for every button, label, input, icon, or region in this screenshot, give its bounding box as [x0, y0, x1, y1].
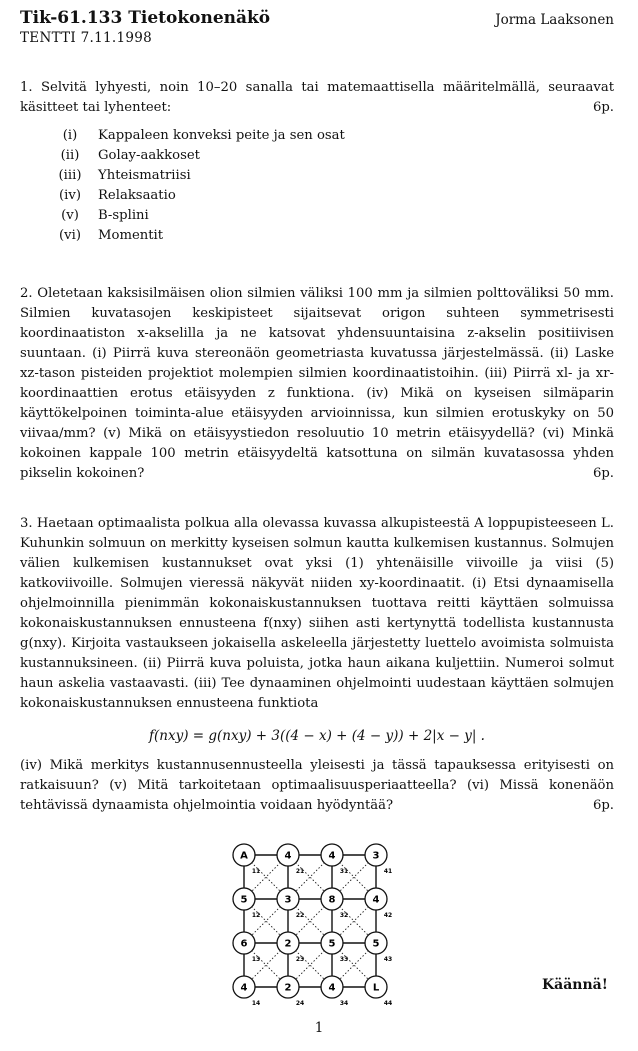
- node-coordinate: 13: [251, 956, 261, 963]
- node-coordinate: 41: [383, 868, 393, 875]
- term-number: (iii): [58, 168, 82, 183]
- page-number: 1: [314, 1020, 324, 1036]
- grid-node: [365, 932, 392, 963]
- node-coordinate: 43: [383, 956, 393, 963]
- grid-node: [233, 844, 260, 875]
- node-coordinate: 23: [295, 956, 305, 963]
- node-cost: 4: [372, 894, 380, 906]
- node-coordinate: 34: [339, 1000, 349, 1007]
- grid-node: [277, 844, 304, 875]
- node-coordinate: 31: [339, 868, 349, 875]
- node-cost: 5: [372, 938, 380, 950]
- question-2-text: 2. Oletetaan kaksisilmäisen olion silmien väliksi 100 mm ja silmien polttoväliksi 50 mm. Silmien kuvatasojen keskipisteet sijaitsevat origon suhteen symmetrisesti koordinaatiston x-akselilla ja ne katsovat yhdensuuntaisina z-akselin positiivisen suuntaan. (i) Piirrä kuva stereonäön geometriasta kuvatussa järjestelmässä. (ii) Laske xz-tason pisteiden projektiot molempien silmien koordinaatistoihin. (iii) Piirrä xl- ja xr-koordinaattien erotus etäisyyden z funktiona. (iv) Mikä on kyseisen silmäparin käyttökelpoinen toiminta-alue etäisyyden arvioinnissa, kun silmien erotuskyky on 50 viivaa/mm? (v) Mikä on etäisyystiedon resoluutio 10 metrin etäisyydellä? (vi) Minkä kokoinen kappale 100 metrin etäisyydeltä katsottuna on silmän kuvatasossa yhden pikselin kokoinen?: [20, 286, 614, 481]
- course-title: Tik-61.133 Tietokonenäkö: [20, 8, 271, 28]
- node-coordinate: 22: [295, 912, 305, 919]
- question-3-text-continued: (iv) Mikä merkitys kustannusennusteella yleisesti ja tässä tapauksessa erityisesti on ratkaisuun? (v) Mitä tarkoitetaan optimaalisuusperiaatteella? (vi) Missä konenäön tehtävissä dynaamista ohjelmointia voidaan hyödyntää?: [20, 758, 614, 813]
- node-cost: 5: [240, 894, 248, 906]
- term-item: [42, 226, 614, 246]
- node-coordinate: 12: [251, 912, 261, 919]
- question-3-text: 3. Haetaan optimaalista polkua alla olevassa kuvassa alkupisteestä A loppupisteeseen L. Kuhunkin solmuun on merkitty kyseisen solmun kautta kulkemisen kustannus. Solmujen välien kulkemisen kustannukset ovat yksi (1) yhtenäisille viivoille ja viisi (5) katkoviivoille. Solmujen vieressä näkyvät niiden xy-koordinaatit. (i) Etsi dynaamisella ohjelmoinnilla pienimmän kokonaiskustannuksen tuottava reitti käyttäen solmuissa kokonaiskustannuksen ennusteena f(nxy) siihen asti kertynyttä todellista kustannusta g(nxy). Kirjoita vastaukseen jokaisella askeleella järjestetty luettelo avoimista solmuista kustannuksineen. (ii) Piirrä kuva poluista, jotka haun aikana kuljettiin. Numeroi solmut haun askelia vastaavasti. (iii) Tee dynaaminen ohjelmointi uudestaan käyttäen solmujen kokonaiskustannuksen ennusteena funktiota: [20, 516, 614, 711]
- node-coordinate: 42: [383, 912, 393, 919]
- term-label: Yhteismatriisi: [98, 168, 191, 183]
- question-2: [20, 284, 614, 484]
- node-coordinate: 44: [383, 1000, 393, 1007]
- path-grid-figure: [224, 840, 404, 1010]
- grid-node: [365, 888, 392, 919]
- node-cost: 4: [240, 982, 248, 994]
- term-item: [42, 126, 614, 146]
- term-label: Relaksaatio: [98, 188, 176, 203]
- node-cost: 3: [372, 850, 380, 862]
- exam-date: TENTTI 7.11.1998: [20, 30, 153, 46]
- question-3-points: 6p.: [592, 798, 614, 813]
- question-2-points: 6p.: [592, 466, 614, 481]
- grid-node: [233, 888, 260, 919]
- node-cost: 4: [328, 850, 336, 862]
- node-coordinate: 21: [295, 868, 305, 875]
- term-number: (v): [61, 208, 79, 223]
- node-coordinate: 24: [295, 1000, 305, 1007]
- grid-node: [277, 888, 304, 919]
- node-cost: 8: [328, 894, 336, 906]
- term-number: (vi): [59, 228, 81, 243]
- grid-node: [321, 888, 348, 919]
- term-label: Momentit: [98, 228, 164, 243]
- term-label: Golay-aakkoset: [98, 148, 200, 163]
- question-1-points: 6p.: [592, 100, 614, 115]
- term-item: [42, 146, 614, 166]
- term-item: [42, 206, 614, 226]
- term-item: [42, 186, 614, 206]
- turn-page-note: Käännä!: [542, 977, 608, 993]
- header: [20, 8, 614, 46]
- node-cost: 2: [284, 982, 292, 994]
- grid-node: [277, 932, 304, 963]
- grid-node: [233, 976, 260, 1007]
- term-label: Kappaleen konveksi peite ja sen osat: [98, 128, 345, 143]
- node-cost: 5: [328, 938, 336, 950]
- term-number: (ii): [60, 148, 80, 163]
- node-cost: 3: [284, 894, 292, 906]
- node-cost: 6: [240, 938, 248, 950]
- grid-diagram: [224, 840, 404, 1010]
- grid-node: [365, 976, 392, 1007]
- node-coordinate: 11: [251, 868, 261, 875]
- node-cost: 4: [284, 850, 292, 862]
- term-item: [42, 166, 614, 186]
- cost-formula: f(nxy) = g(nxy) + 3((4 − x) + (4 − y)) + 2|x − y| .: [149, 728, 485, 744]
- node-coordinate: 33: [339, 956, 349, 963]
- term-number: (iv): [59, 188, 81, 203]
- node-cost: 2: [284, 938, 292, 950]
- node-cost: A: [240, 850, 248, 862]
- node-coordinate: 14: [251, 1000, 261, 1007]
- grid-node: [233, 932, 260, 963]
- grid-node: [321, 844, 348, 875]
- node-coordinate: 32: [339, 912, 349, 919]
- author-name: Jorma Laaksonen: [495, 12, 614, 28]
- question-1-text: 1. Selvitä lyhyesti, noin 10–20 sanalla tai matemaattisella määritelmällä, seuraavat käsitteet tai lyhenteet:: [20, 80, 614, 115]
- term-list: [42, 126, 614, 246]
- node-cost: 4: [328, 982, 336, 994]
- term-label: B-splini: [98, 208, 149, 223]
- grid-node: [365, 844, 392, 875]
- grid-node: [321, 932, 348, 963]
- grid-node: [277, 976, 304, 1007]
- question-1: [20, 78, 614, 246]
- node-cost: L: [372, 982, 380, 994]
- term-number: (i): [62, 128, 78, 143]
- grid-node: [321, 976, 348, 1007]
- question-3: [20, 514, 614, 816]
